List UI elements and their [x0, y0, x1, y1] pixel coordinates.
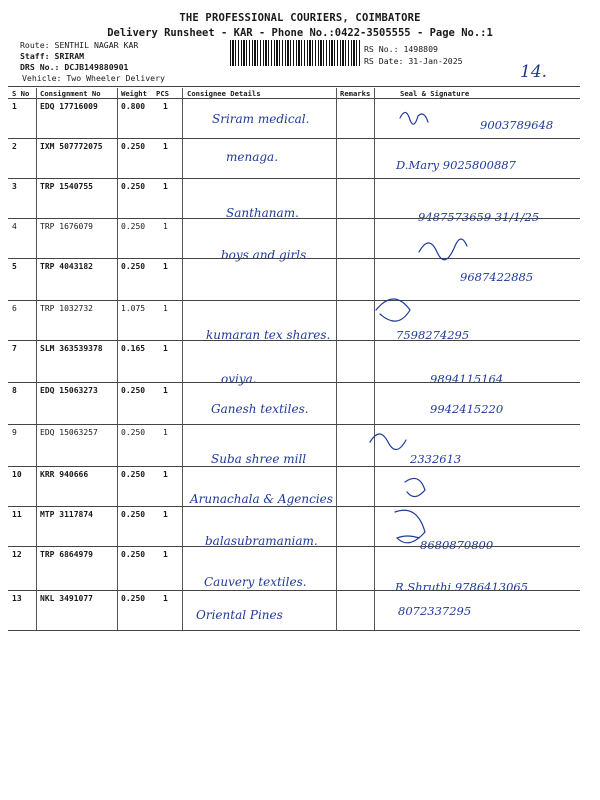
col-header-seal: Seal & Signature — [400, 89, 470, 98]
row-consignment-no: NKL 3491077 — [40, 594, 93, 603]
row-seal-signature: 8072337295 — [398, 604, 472, 618]
row-pcs: 1 — [163, 510, 168, 519]
row-pcs: 1 — [163, 344, 168, 353]
row-sno: 10 — [12, 470, 22, 479]
row-consignee-handwritten: Santhanam. — [226, 206, 299, 220]
row-seal-signature: 8680870800 — [420, 538, 494, 552]
row-seal-signature: 2332613 — [410, 452, 462, 466]
row-consignee-handwritten: kumaran tex shares. — [206, 328, 331, 342]
row-sno: 5 — [12, 262, 17, 271]
row-consignment-no: KRR 940666 — [40, 470, 89, 479]
row-consignee-handwritten: Sriram medical. — [212, 112, 310, 126]
row-sno: 8 — [12, 386, 17, 395]
row-weight: 0.250 — [121, 262, 146, 271]
row-weight: 0.250 — [121, 428, 146, 437]
col-header-sno: S No — [12, 89, 30, 98]
staff-label: Staff: — [20, 51, 50, 61]
row-sno: 4 — [12, 222, 17, 231]
row-weight: 0.250 — [121, 386, 146, 395]
col-header-consignee: Consignee Details — [187, 89, 261, 98]
col-header-pcs: PCS — [156, 89, 169, 98]
row-consignee-handwritten: Oriental Pines — [196, 608, 283, 622]
row-sno: 6 — [12, 304, 17, 313]
row-pcs: 1 — [163, 428, 168, 437]
row-consignment-no: IXM 507772075 — [40, 142, 103, 151]
row-seal-signature: 9487573659 31/1/25 — [418, 210, 540, 224]
col-header-weight: Weight — [121, 89, 147, 98]
row-pcs: 1 — [163, 386, 168, 395]
row-pcs: 1 — [163, 304, 168, 313]
row-seal-signature: 7598274295 — [396, 328, 470, 342]
row-consignee-handwritten: oviya. — [221, 372, 257, 386]
row-sno: 3 — [12, 182, 17, 191]
row-consignee-handwritten: menaga. — [226, 150, 279, 164]
row-weight: 0.800 — [121, 102, 146, 111]
row-consignment-no: EDQ 15063257 — [40, 428, 98, 437]
row-pcs: 1 — [163, 222, 168, 231]
row-sno: 9 — [12, 428, 17, 437]
row-pcs: 1 — [163, 470, 168, 479]
row-sno: 7 — [12, 344, 17, 353]
rs-date-value: 31-Jan-2025 — [408, 56, 463, 66]
row-weight: 0.250 — [121, 222, 146, 231]
row-consignee-handwritten: balasubramaniam. — [205, 534, 318, 548]
handwritten-count: 14. — [520, 62, 548, 82]
row-seal-signature: 9687422885 — [460, 270, 534, 284]
row-weight: 0.250 — [121, 470, 146, 479]
row-consignment-no: EDQ 15063273 — [40, 386, 98, 395]
row-sno: 2 — [12, 142, 17, 151]
row-pcs: 1 — [163, 182, 168, 191]
row-consignee-handwritten: Arunachala & Agencies — [190, 492, 333, 506]
row-sno: 13 — [12, 594, 22, 603]
route-label: Route: — [20, 40, 50, 50]
row-sno: 12 — [12, 550, 22, 559]
rs-date-label: RS Date: — [364, 56, 404, 66]
col-header-consignment: Consignment No — [40, 89, 101, 98]
row-consignment-no: TRP 6864979 — [40, 550, 93, 559]
row-weight: 0.250 — [121, 594, 146, 603]
rs-no-label: RS No.: — [364, 44, 399, 54]
row-consignment-no: TRP 1032732 — [40, 304, 93, 313]
row-consignee-handwritten: boys and girls — [221, 248, 307, 262]
route-value: SENTHIL NAGAR KAR — [54, 40, 139, 50]
row-pcs: 1 — [163, 142, 168, 151]
row-consignment-no: MTP 3117874 — [40, 510, 93, 519]
staff-value: SRIRAM — [54, 51, 85, 61]
row-seal-signature: R.Shruthi 9786413065 — [395, 580, 529, 594]
drs-label: DRS No.: — [20, 62, 60, 72]
row-consignee-handwritten: Ganesh textiles. — [211, 402, 309, 416]
row-weight: 0.250 — [121, 142, 146, 151]
vehicle-value: Two Wheeler Delivery — [66, 73, 165, 83]
drs-value: DCJB149880901 — [64, 62, 129, 72]
row-consignment-no: SLM 363539378 — [40, 344, 103, 353]
row-sno: 11 — [12, 510, 22, 519]
row-pcs: 1 — [163, 594, 168, 603]
row-pcs: 1 — [163, 262, 168, 271]
row-seal-signature: 9003789648 — [480, 118, 554, 132]
row-seal-signature: 9894115164 — [430, 372, 504, 386]
row-consignment-no: TRP 4043182 — [40, 262, 93, 271]
row-consignee-handwritten: Suba shree mill — [211, 452, 307, 466]
row-consignment-no: TRP 1540755 — [40, 182, 93, 191]
row-sno: 1 — [12, 102, 17, 111]
row-weight: 1.075 — [121, 304, 146, 313]
vehicle-label: Vehicle: — [22, 73, 62, 83]
row-weight: 0.250 — [121, 182, 146, 191]
row-seal-signature: 9942415220 — [430, 402, 504, 416]
company-title: THE PROFESSIONAL COURIERS, COIMBATORE — [179, 12, 421, 24]
row-pcs: 1 — [163, 102, 168, 111]
col-header-remarks: Remarks — [340, 89, 371, 98]
rs-no-value: 1498809 — [403, 44, 438, 54]
runsheet-subtitle: Delivery Runsheet - KAR - Phone No.:0422-3505555 - Page No.:1 — [107, 27, 493, 39]
row-consignment-no: EDQ 17716009 — [40, 102, 98, 111]
row-weight: 0.165 — [121, 344, 146, 353]
row-seal-signature: D.Mary 9025800887 — [396, 158, 516, 172]
row-consignee-handwritten: Cauvery textiles. — [204, 575, 307, 589]
row-weight: 0.250 — [121, 510, 146, 519]
row-weight: 0.250 — [121, 550, 146, 559]
row-pcs: 1 — [163, 550, 168, 559]
row-consignment-no: TRP 1676079 — [40, 222, 93, 231]
